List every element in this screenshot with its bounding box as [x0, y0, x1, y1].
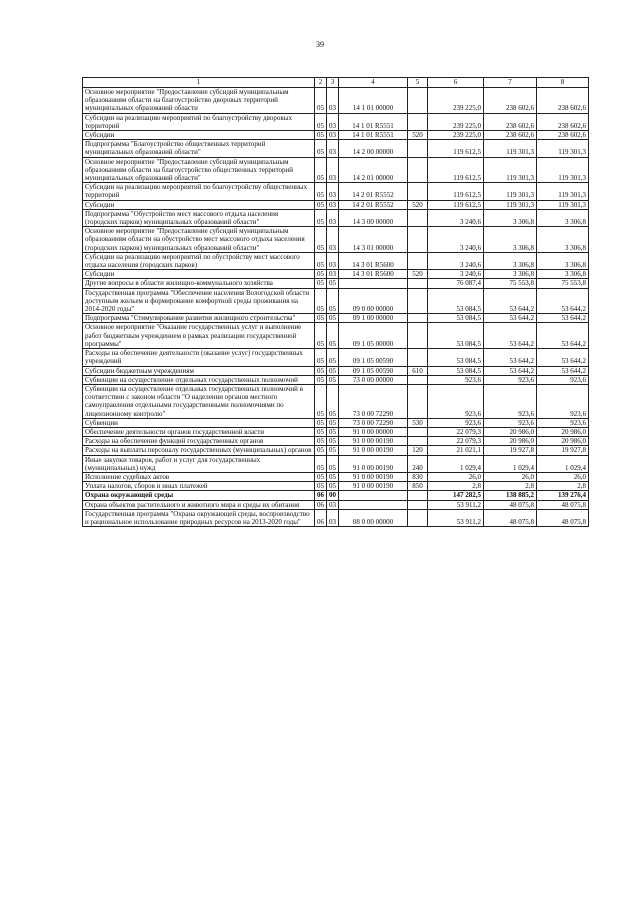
expense-type-code: 520: [408, 200, 428, 209]
target-article-code: 91 0 00 00000: [339, 427, 408, 436]
target-article-code: 14 2 00 00000: [339, 140, 408, 157]
amount-col-6: 53 084,5: [428, 323, 484, 349]
section-code: 05: [315, 88, 327, 114]
row-name: Субсидии бюджетным учреждениям: [83, 366, 315, 375]
row-name: Основное мероприятие "Предоставление субсидий муниципальным образованиям области на благоустройство дворовых территорий муниципальных образований области: [83, 88, 315, 114]
table-row: [83, 455, 589, 472]
section-code: 05: [315, 472, 327, 481]
target-article-code: [339, 279, 408, 288]
section-code: 05: [315, 288, 327, 314]
amount-col-6: 3 240,6: [428, 227, 484, 253]
table-row: [83, 446, 589, 455]
subsection-code: 05: [327, 482, 339, 491]
subsection-code: 03: [327, 252, 339, 269]
row-name: Подпрограмма "Обустройство мест массового отдыха населения (городских парков) муниципальных образований области": [83, 209, 315, 226]
expense-type-code: 830: [408, 472, 428, 481]
amount-col-6: 53 084,5: [428, 314, 484, 323]
amount-col-8: 119 301,3: [537, 183, 589, 200]
section-code: 05: [315, 183, 327, 200]
table-row: [83, 482, 589, 491]
amount-col-6: 119 612,5: [428, 140, 484, 157]
section-code: 05: [315, 157, 327, 183]
subsection-code: 05: [327, 455, 339, 472]
expense-type-code: 240: [408, 455, 428, 472]
amount-col-7: 3 306,8: [484, 209, 537, 226]
expense-type-code: 610: [408, 366, 428, 375]
amount-col-7: 53 644,2: [484, 349, 537, 366]
amount-col-8: 139 276,4: [537, 491, 589, 500]
amount-col-8: 53 644,2: [537, 366, 589, 375]
expense-type-code: [408, 323, 428, 349]
amount-col-7: 53 644,2: [484, 288, 537, 314]
expense-type-code: [408, 288, 428, 314]
amount-col-8: 3 306,8: [537, 270, 589, 279]
amount-col-8: 1 029,4: [537, 455, 589, 472]
table-row: [83, 288, 589, 314]
expense-type-code: [408, 227, 428, 253]
table-row: [83, 279, 589, 288]
amount-col-7: 3 306,8: [484, 227, 537, 253]
target-article-code: 14 3 01 R5600: [339, 252, 408, 269]
header-cell: 3: [327, 78, 339, 88]
subsection-code: 03: [327, 88, 339, 114]
amount-col-7: 53 644,2: [484, 366, 537, 375]
table-row: [83, 375, 589, 384]
section-code: 06: [315, 500, 327, 509]
amount-col-6: 22 079,3: [428, 427, 484, 436]
amount-col-8: 238 602,6: [537, 88, 589, 114]
amount-col-7: 3 306,8: [484, 270, 537, 279]
table-header-row: [83, 78, 589, 88]
subsection-code: 03: [327, 157, 339, 183]
amount-col-7: 48 075,8: [484, 500, 537, 509]
section-code: 05: [315, 349, 327, 366]
section-code: 05: [315, 366, 327, 375]
section-code: 05: [315, 482, 327, 491]
subsection-code: 05: [327, 288, 339, 314]
expense-type-code: [408, 491, 428, 500]
row-name: Расходы на обеспечение деятельности (оказание услуг) государственных учреждений: [83, 349, 315, 366]
expense-type-code: 520: [408, 131, 428, 140]
subsection-code: 03: [327, 113, 339, 130]
amount-col-6: 923,6: [428, 418, 484, 427]
section-code: 06: [315, 509, 327, 526]
amount-col-7: 75 553,8: [484, 279, 537, 288]
amount-col-6: 1 029,4: [428, 455, 484, 472]
amount-col-8: 53 644,2: [537, 288, 589, 314]
header-cell: 2: [315, 78, 327, 88]
amount-col-7: 1 029,4: [484, 455, 537, 472]
amount-col-6: 21 021,1: [428, 446, 484, 455]
section-code: 05: [315, 131, 327, 140]
amount-col-8: 119 301,3: [537, 140, 589, 157]
section-code: 05: [315, 323, 327, 349]
row-name: Субсидии: [83, 200, 315, 209]
row-name: Государственная программа "Охрана окружающей среды, воспроизводство и рациональное использование природных ресурсов на 2013-2020 годы": [83, 509, 315, 526]
expense-type-code: 120: [408, 446, 428, 455]
amount-col-8: 48 075,8: [537, 500, 589, 509]
target-article-code: 14 1 01 00000: [339, 88, 408, 114]
amount-col-8: 26,0: [537, 472, 589, 481]
amount-col-6: 3 240,6: [428, 270, 484, 279]
expense-type-code: [408, 384, 428, 418]
amount-col-7: 3 306,8: [484, 252, 537, 269]
table-row: [83, 491, 589, 500]
amount-col-7: 53 644,2: [484, 323, 537, 349]
amount-col-7: 48 075,8: [484, 509, 537, 526]
section-code: 05: [315, 227, 327, 253]
amount-col-6: 22 079,3: [428, 437, 484, 446]
amount-col-7: 20 986,0: [484, 437, 537, 446]
section-code: 06: [315, 491, 327, 500]
amount-col-6: 53 911,2: [428, 509, 484, 526]
expense-type-code: [408, 209, 428, 226]
row-name: Иные закупки товаров, работ и услуг для государственных (муниципальных) нужд: [83, 455, 315, 472]
target-article-code: 73 0 00 72290: [339, 384, 408, 418]
table-row: [83, 349, 589, 366]
amount-col-6: 53 084,5: [428, 349, 484, 366]
amount-col-6: 26,0: [428, 472, 484, 481]
amount-col-8: 923,6: [537, 418, 589, 427]
target-article-code: 91 0 00 00190: [339, 455, 408, 472]
amount-col-8: 923,6: [537, 384, 589, 418]
expense-type-code: [408, 314, 428, 323]
page-number: 39: [316, 40, 324, 49]
row-name: Другие вопросы в области жилищно-коммунального хозяйства: [83, 279, 315, 288]
target-article-code: 09 1 05 00000: [339, 323, 408, 349]
section-code: 05: [315, 375, 327, 384]
subsection-code: 05: [327, 314, 339, 323]
target-article-code: 14 3 00 00000: [339, 209, 408, 226]
table-row: [83, 418, 589, 427]
header-cell: 5: [408, 78, 428, 88]
target-article-code: 73 0 00 72290: [339, 418, 408, 427]
amount-col-7: 923,6: [484, 375, 537, 384]
table-row: [83, 437, 589, 446]
amount-col-8: 20 986,0: [537, 437, 589, 446]
budget-table: [82, 77, 589, 527]
expense-type-code: [408, 437, 428, 446]
row-name: Субвенции: [83, 418, 315, 427]
row-name: Субсидии на реализацию мероприятий по благоустройству дворовых территорий: [83, 113, 315, 130]
subsection-code: 05: [327, 349, 339, 366]
expense-type-code: [408, 88, 428, 114]
row-name: Исполнение судебных актов: [83, 472, 315, 481]
amount-col-6: 923,6: [428, 375, 484, 384]
row-name: Подпрограмма "Благоустройство общественных территорий муниципальных образований области": [83, 140, 315, 157]
amount-col-7: 923,6: [484, 384, 537, 418]
target-article-code: 14 1 01 R5551: [339, 113, 408, 130]
amount-col-7: 238 602,6: [484, 88, 537, 114]
table-row: [83, 314, 589, 323]
row-name: Субвенции на осуществление отдельных государственных полномочий в соответствии с законом области "О наделении органов местного самоуправления отдельными государственными полномочиями по лицензионному контролю": [83, 384, 315, 418]
amount-col-8: 75 553,8: [537, 279, 589, 288]
table-row: [83, 88, 589, 114]
section-code: 05: [315, 384, 327, 418]
amount-col-6: 147 282,5: [428, 491, 484, 500]
row-name: Охрана объектов растительного и животного мира и среды их обитания: [83, 500, 315, 509]
table-row: [83, 200, 589, 209]
expense-type-code: [408, 252, 428, 269]
expense-type-code: [408, 509, 428, 526]
expense-type-code: [408, 375, 428, 384]
target-article-code: 91 0 00 00190: [339, 472, 408, 481]
amount-col-8: 53 644,2: [537, 349, 589, 366]
amount-col-6: 119 612,5: [428, 200, 484, 209]
target-article-code: 14 2 01 R5552: [339, 183, 408, 200]
amount-col-6: 239 225,0: [428, 113, 484, 130]
section-code: 05: [315, 455, 327, 472]
section-code: 05: [315, 209, 327, 226]
row-name: Обеспечение деятельности органов государственной власти: [83, 427, 315, 436]
amount-col-7: 119 301,3: [484, 157, 537, 183]
subsection-code: 03: [327, 509, 339, 526]
amount-col-6: 3 240,6: [428, 209, 484, 226]
section-code: 05: [315, 270, 327, 279]
table-row: [83, 183, 589, 200]
amount-col-7: 923,6: [484, 418, 537, 427]
amount-col-6: 53 084,5: [428, 366, 484, 375]
table-row: [83, 366, 589, 375]
amount-col-7: 238 602,6: [484, 113, 537, 130]
expense-type-code: 520: [408, 270, 428, 279]
section-code: 05: [315, 200, 327, 209]
expense-type-code: [408, 183, 428, 200]
target-article-code: 09 0 00 00000: [339, 288, 408, 314]
target-article-code: 14 2 01 R5552: [339, 200, 408, 209]
expense-type-code: 850: [408, 482, 428, 491]
amount-col-8: 119 301,3: [537, 200, 589, 209]
table-row: [83, 140, 589, 157]
table-row: [83, 157, 589, 183]
target-article-code: 08 0 00 00000: [339, 509, 408, 526]
table-row: [83, 323, 589, 349]
table-row: [83, 227, 589, 253]
target-article-code: [339, 500, 408, 509]
section-code: 05: [315, 418, 327, 427]
row-name: Расходы на выплаты персоналу государственных (муниципальных) органов: [83, 446, 315, 455]
amount-col-6: 119 612,5: [428, 183, 484, 200]
expense-type-code: [408, 113, 428, 130]
row-name: Субвенции на осуществление отдельных государственных полномочий: [83, 375, 315, 384]
section-code: 05: [315, 437, 327, 446]
row-name: Основное мероприятие "Оказание государственных услуг и выполнение работ бюджетным учреждением в рамках реализации государственной программы": [83, 323, 315, 349]
subsection-code: 05: [327, 427, 339, 436]
amount-col-8: 53 644,2: [537, 323, 589, 349]
row-name: Подпрограмма "Стимулирование развития жилищного строительства": [83, 314, 315, 323]
header-cell: 1: [83, 78, 315, 88]
amount-col-6: 76 087,4: [428, 279, 484, 288]
target-article-code: 91 0 00 00190: [339, 437, 408, 446]
amount-col-7: 119 301,3: [484, 200, 537, 209]
section-code: 05: [315, 113, 327, 130]
subsection-code: 05: [327, 384, 339, 418]
subsection-code: 03: [327, 209, 339, 226]
subsection-code: 05: [327, 323, 339, 349]
subsection-code: 03: [327, 183, 339, 200]
amount-col-7: 2,8: [484, 482, 537, 491]
row-name: Основное мероприятие "Предоставление субсидий муниципальным образованиям области на обустройство мест массового отдыха населения (городских парков) муниципальных образований области": [83, 227, 315, 253]
row-name: Субсидии: [83, 270, 315, 279]
amount-col-8: 3 306,8: [537, 209, 589, 226]
amount-col-7: 238 602,6: [484, 131, 537, 140]
amount-col-8: 238 602,6: [537, 113, 589, 130]
amount-col-7: 53 644,2: [484, 314, 537, 323]
amount-col-7: 26,0: [484, 472, 537, 481]
subsection-code: 03: [327, 140, 339, 157]
amount-col-6: 53 084,5: [428, 288, 484, 314]
amount-col-7: 138 885,2: [484, 491, 537, 500]
subsection-code: 05: [327, 437, 339, 446]
amount-col-8: 3 306,8: [537, 227, 589, 253]
table-row: [83, 500, 589, 509]
amount-col-6: 3 240,6: [428, 252, 484, 269]
expense-type-code: [408, 157, 428, 183]
expense-type-code: [408, 500, 428, 509]
amount-col-6: 53 911,2: [428, 500, 484, 509]
amount-col-7: 119 301,3: [484, 140, 537, 157]
table-row: [83, 384, 589, 418]
header-cell: 4: [339, 78, 408, 88]
subsection-code: 03: [327, 500, 339, 509]
subsection-code: 03: [327, 131, 339, 140]
section-code: 05: [315, 446, 327, 455]
target-article-code: 14 2 01 00000: [339, 157, 408, 183]
amount-col-8: 53 644,2: [537, 314, 589, 323]
amount-col-6: 239 225,0: [428, 88, 484, 114]
target-article-code: 73 0 00 00000: [339, 375, 408, 384]
subsection-code: 00: [327, 491, 339, 500]
section-code: 05: [315, 252, 327, 269]
expense-type-code: [408, 279, 428, 288]
target-article-code: 09 1 00 00000: [339, 314, 408, 323]
header-cell: 8: [537, 78, 589, 88]
target-article-code: 14 3 01 00000: [339, 227, 408, 253]
target-article-code: 09 1 05 00590: [339, 349, 408, 366]
row-name: Расходы на обеспечение функций государственных органов: [83, 437, 315, 446]
row-name: Субсидии: [83, 131, 315, 140]
table-row: [83, 427, 589, 436]
amount-col-6: 239 225,0: [428, 131, 484, 140]
row-name: Государственная программа "Обеспечение населения Вологодской области доступным жильем и формирование комфортной среды проживания на 2014-2020 годы": [83, 288, 315, 314]
subsection-code: 05: [327, 366, 339, 375]
expense-type-code: 530: [408, 418, 428, 427]
amount-col-8: 119 301,3: [537, 157, 589, 183]
amount-col-8: 48 075,8: [537, 509, 589, 526]
subsection-code: 05: [327, 446, 339, 455]
amount-col-8: 923,6: [537, 375, 589, 384]
amount-col-7: 19 927,8: [484, 446, 537, 455]
subsection-code: 05: [327, 375, 339, 384]
expense-type-code: [408, 349, 428, 366]
section-code: 05: [315, 140, 327, 157]
target-article-code: 91 0 00 00190: [339, 446, 408, 455]
row-name: Уплата налогов, сборов и иных платежей: [83, 482, 315, 491]
table-row: [83, 209, 589, 226]
subsection-code: 05: [327, 279, 339, 288]
row-name: Субсидии на реализацию мероприятий по обустройству мест массового отдыха населения (городских парков): [83, 252, 315, 269]
amount-col-6: 923,6: [428, 384, 484, 418]
section-code: 05: [315, 279, 327, 288]
amount-col-8: 3 306,8: [537, 252, 589, 269]
header-cell: 6: [428, 78, 484, 88]
table-row: [83, 113, 589, 130]
target-article-code: 14 3 01 R5600: [339, 270, 408, 279]
subsection-code: 03: [327, 227, 339, 253]
target-article-code: 09 1 05 00590: [339, 366, 408, 375]
table-row: [83, 131, 589, 140]
target-article-code: [339, 491, 408, 500]
amount-col-8: 238 602,6: [537, 131, 589, 140]
section-code: 05: [315, 427, 327, 436]
amount-col-7: 119 301,3: [484, 183, 537, 200]
amount-col-8: 20 986,0: [537, 427, 589, 436]
table-row: [83, 509, 589, 526]
row-name: Охрана окружающей среды: [83, 491, 315, 500]
table-row: [83, 252, 589, 269]
subsection-code: 05: [327, 472, 339, 481]
amount-col-6: 2,8: [428, 482, 484, 491]
subsection-code: 03: [327, 270, 339, 279]
subsection-code: 05: [327, 418, 339, 427]
amount-col-8: 2,8: [537, 482, 589, 491]
amount-col-7: 20 986,0: [484, 427, 537, 436]
table-row: [83, 472, 589, 481]
row-name: Основное мероприятие "Предоставление субсидий муниципальным образованиям области на благоустройство общественных территорий муниципальных образований области": [83, 157, 315, 183]
target-article-code: 91 0 00 00190: [339, 482, 408, 491]
amount-col-8: 19 927,8: [537, 446, 589, 455]
subsection-code: 03: [327, 200, 339, 209]
row-name: Субсидии на реализацию мероприятий по благоустройству общественных территорий: [83, 183, 315, 200]
header-cell: 7: [484, 78, 537, 88]
section-code: 05: [315, 314, 327, 323]
table-row: [83, 270, 589, 279]
amount-col-6: 119 612,5: [428, 157, 484, 183]
target-article-code: 14 1 01 R5551: [339, 131, 408, 140]
expense-type-code: [408, 140, 428, 157]
expense-type-code: [408, 427, 428, 436]
